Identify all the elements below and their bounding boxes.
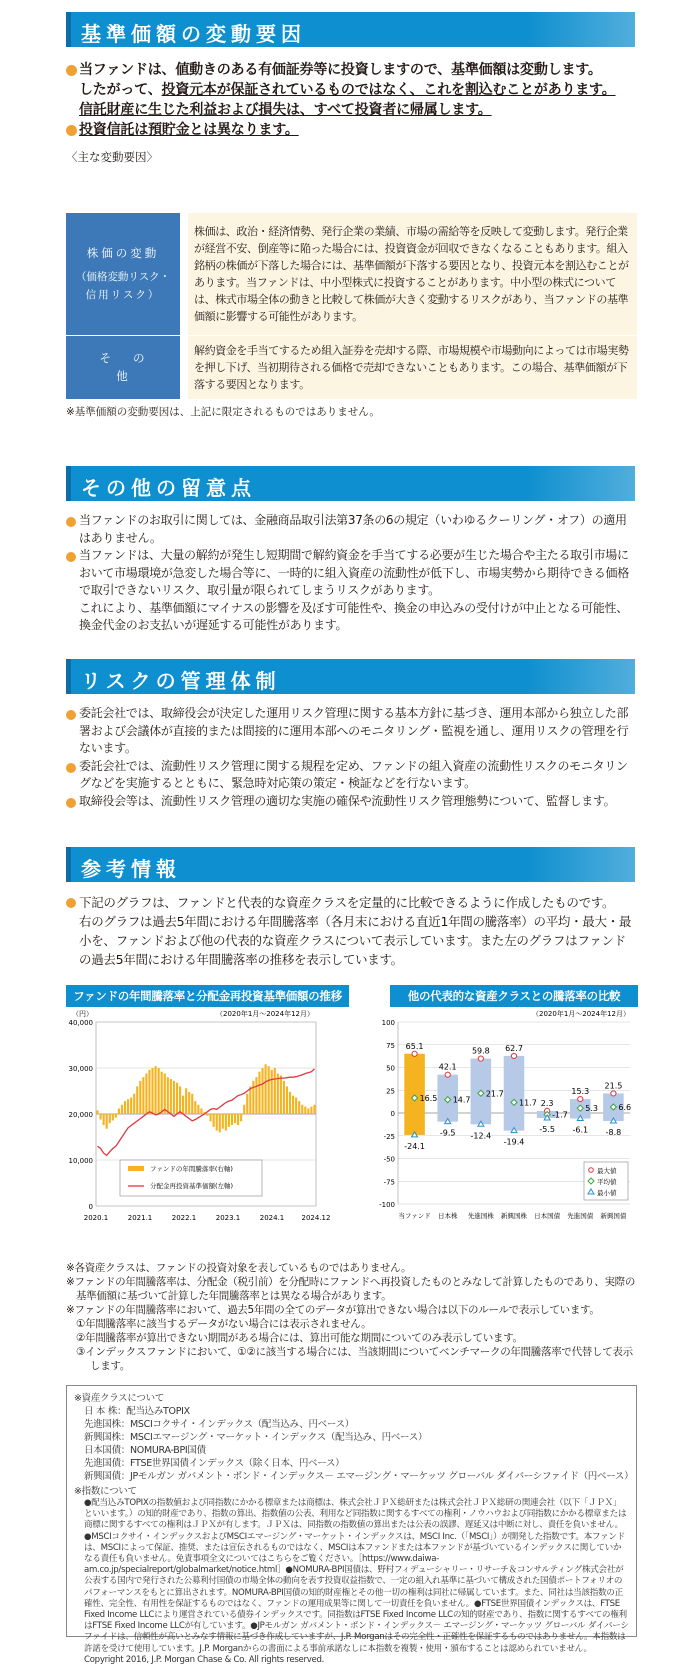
bar	[206, 1114, 208, 1116]
bullet-item: 委託会社では、流動性リスク管理に関する規程を定め、ファンドの組入資産の流動性リスクのモニタリングなどを実施するとともに、緊急時対応策の策定・検証などを行ないます。	[66, 758, 636, 793]
y-tick-label: 10,000	[68, 1157, 93, 1165]
bullet-item: 取締役会等は、流動性リスク管理の適切な実施の確保や流動性リスク管理態勢について、監督します。	[66, 793, 636, 811]
x-tick-label: 2024.1	[259, 1214, 285, 1222]
bar	[112, 1114, 114, 1120]
bar	[173, 1081, 175, 1114]
min-label: -12.4	[470, 1131, 492, 1141]
bar	[158, 1068, 160, 1114]
max-marker	[445, 1072, 450, 1077]
x-category-label: 新興国債	[600, 1212, 627, 1220]
bar	[304, 1107, 306, 1114]
risk-factors-table	[66, 213, 637, 400]
avg-label: -1.7	[552, 1110, 568, 1120]
bar	[106, 1114, 108, 1129]
y-tick-label: 20,000	[68, 1111, 93, 1119]
max-marker	[511, 1053, 516, 1058]
bar	[109, 1114, 111, 1123]
bar	[301, 1105, 303, 1114]
asset-class-line: 新興国株：MSCIエマージング・マーケット・インデックス（配当込み、円ベース）	[84, 1432, 428, 1443]
bar	[265, 1064, 267, 1114]
asset-class-line: 日 本 株：配当込みTOPIX	[84, 1406, 190, 1417]
bullet-item: 当ファンドは、値動きのある有価証券等に投資しますので、基準価額は変動します。 したがって、投資元本が保証されているものではなく、これを割込むことがあります。 信託財産に生じた利益および損失は、すべて投資者に帰属します。	[66, 60, 636, 120]
bullet-continuation: これにより、基準価額にマイナスの影響を及ぼす可能性や、換金の申込みの受付けが中止となる可能性、換金代金のお支払いが遅延する可能性があります。	[79, 600, 628, 632]
left-axis-unit: （円）	[72, 1010, 93, 1018]
footnote: ※ファンドの年間騰落率において、過去5年間の全てのデータが算出できない場合は以下のルールで表示しています。	[66, 1304, 600, 1316]
max-label: 2.3	[540, 1098, 554, 1108]
legend-label: 最大値	[597, 1167, 617, 1175]
asset-class-comparison-chart	[374, 1008, 640, 1260]
footnote: ※ファンドの年間騰落率は、分配金（税引前）を分配時にファンドへ再投資したものとみなして計算したものであり、実際の基準価額に基づいて計算した年間騰落率とは異なる場合があります。	[66, 1276, 636, 1302]
main-factors-heading: 〈主な変動要因〉	[66, 150, 158, 164]
y-tick-label: -50	[383, 1155, 395, 1164]
section-header-notes: その他の留意点	[66, 466, 635, 501]
max-label: 42.1	[438, 1062, 457, 1072]
right-chart-title: 他の代表的な資産クラスとの騰落率の比較	[390, 985, 638, 1007]
bullet-item: 下記のグラフは、ファンドと代表的な資産クラスを定量的に比較できるように作成したものです。 右のグラフは過去5年間における年間騰落率（各月末における直近1年間の騰落率）の平均・最大・最小を、ファンドおよび他の代表的な資産クラスについて表示しています。また左のグラフはファンドの過去5年間における年間騰落率の推移を表示しています。	[66, 893, 636, 969]
risk-label-other: その他	[66, 335, 184, 399]
asset-class-line: 新興国債：JPモルガン ガバメント・ボンド・インデックス－ エマージング・マーケッツ グローバル ダイバーシファイド（円ベース）	[84, 1471, 634, 1482]
risk-text-stock: 株価は、政治・経済情勢、発行企業の業績、市場の需給等を反映して変動します。発行企業が経営不安、倒産等に陥った場合には、投資資金が回収できなくなることもあります。組入銘柄の株価が下落した場合には、基準価額が下落する要因となり、投資元本を割込むことがあります。当ファンドは、中小型株式に投資することがあります。中小型の株式については、株式市場全体の動きと比較して株価が大きく変動するリスクがあり、当ファンドの基準価額に影響する可能性があります。	[184, 213, 637, 335]
bar	[213, 1114, 215, 1127]
x-tick-label: 2022.1	[171, 1214, 197, 1222]
bar	[188, 1092, 190, 1114]
bar	[200, 1108, 202, 1114]
legend-bar-swatch	[128, 1166, 144, 1171]
x-tick-label: 2021.1	[127, 1214, 153, 1222]
bullet-item: 当ファンドのお取引に関しては、金融商品取引法第37条の6の規定（いわゆるクーリング・オフ）の適用はありません。	[66, 512, 636, 547]
bar	[182, 1096, 184, 1114]
bar	[96, 1110, 98, 1114]
avg-label: 21.7	[485, 1089, 504, 1099]
bar	[170, 1079, 172, 1114]
x-category-label: 当ファンド	[398, 1212, 431, 1220]
x-category-label: 新興国株	[501, 1212, 527, 1220]
max-label: 62.7	[505, 1043, 523, 1053]
bar	[271, 1070, 273, 1114]
bar	[118, 1108, 120, 1114]
y-tick-label: 100	[381, 1019, 395, 1027]
fluctuation-bullets	[66, 60, 636, 140]
legend-label: ファンドの年間騰落率(右軸)	[150, 1165, 233, 1173]
bar	[167, 1077, 169, 1114]
bullet-item: 当ファンドは、大量の解約が発生し短期間で解約資金を手当てする必要が生じた場合や主たる取引市場において市場環境が急変した場合等に、一時的に組入資産の流動性が低下し、市場実勢から期待できる価格で取引できないリスク、取引量が限られてしまうリスクがあります。	[66, 547, 636, 600]
bar	[274, 1068, 276, 1114]
x-category-label: 日本株	[437, 1212, 458, 1220]
fund-return-chart	[66, 1008, 356, 1260]
asset-class-line: 日本国債：NOMURA-BPI国債	[84, 1445, 206, 1456]
bar	[121, 1105, 123, 1114]
avg-label: 14.7	[452, 1095, 471, 1105]
bar	[197, 1105, 199, 1114]
avg-label: 5.3	[585, 1104, 599, 1114]
y-tick-label: 0	[390, 1110, 395, 1118]
table-row	[66, 335, 637, 399]
bar	[210, 1114, 212, 1121]
y-tick-label: 30,000	[68, 1065, 93, 1073]
bar	[289, 1092, 291, 1114]
bar	[258, 1072, 260, 1114]
bar	[136, 1086, 138, 1114]
x-category-label: 先進国債	[567, 1212, 594, 1220]
range-bar	[504, 1056, 525, 1131]
bar	[313, 1105, 315, 1114]
bar	[216, 1114, 218, 1131]
bar	[191, 1094, 193, 1114]
x-tick-label: 2020.1	[83, 1214, 109, 1222]
x-tick-label: 2023.1	[215, 1214, 241, 1222]
section-header-fluctuation: 基準価額の変動要因	[66, 12, 635, 47]
risk-text-other: 解約資金を手当てするため組入証券を売却する際、市場規模や市場動向によっては市場実勢を押し下げ、当初期待される価格で売却できないこともあります。この場合、基準価額が下落する要因となります。	[184, 335, 637, 399]
asset-class-line: 先進国株：MSCIコクサイ・インデックス（配当込み、円ベース）	[84, 1419, 355, 1430]
bar	[185, 1088, 187, 1114]
min-label: -19.4	[503, 1137, 525, 1147]
bar	[151, 1068, 153, 1114]
x-category-label: 日本国債	[534, 1212, 561, 1220]
min-label: -8.8	[605, 1128, 622, 1138]
table-row	[66, 213, 637, 335]
asset-class-heading: ※資産クラスについて	[74, 1393, 164, 1404]
y-tick-label: -75	[383, 1178, 395, 1187]
y-tick-label: 40,000	[68, 1019, 93, 1027]
index-reference-box	[66, 1385, 637, 1665]
chart-footnotes	[66, 1261, 638, 1373]
notes-bullets	[66, 512, 636, 635]
bar	[155, 1066, 157, 1114]
bar	[231, 1114, 233, 1125]
section-header-reference: 参考情報	[66, 847, 635, 882]
min-label: -5.5	[539, 1125, 555, 1135]
bar	[161, 1072, 163, 1114]
risk-label-stock: 株価の変動 （価格変動リスク・ 信用リスク）	[66, 213, 184, 335]
max-label: 15.3	[571, 1087, 590, 1097]
max-marker	[578, 1096, 583, 1101]
avg-label: 11.7	[519, 1098, 537, 1108]
section-header-risk-management: リスクの管理体制	[66, 659, 635, 694]
y-tick-label: 75	[386, 1041, 395, 1050]
bar	[277, 1074, 279, 1114]
bar	[243, 1105, 245, 1114]
y-tick-label: 25	[386, 1087, 395, 1096]
bar	[222, 1114, 224, 1129]
min-label: -24.1	[404, 1141, 425, 1151]
chart-period-label: （2020年1月～2024年12月）	[532, 1010, 630, 1018]
y-tick-label: 50	[386, 1064, 395, 1073]
bar	[176, 1083, 178, 1114]
x-category-label: 先進国株	[467, 1212, 494, 1220]
footnote: ②年間騰落率が算出できない期間がある場合には、算出可能な期間についてのみ表示しています。	[76, 1332, 523, 1344]
min-label: -6.1	[572, 1125, 589, 1135]
bar	[310, 1107, 312, 1114]
max-label: 59.8	[471, 1046, 490, 1056]
bar	[145, 1074, 147, 1114]
bar	[280, 1075, 282, 1114]
bar	[142, 1077, 144, 1114]
y-tick-label: -100	[379, 1201, 395, 1209]
bullet-item: 委託会社では、取締役会が決定した運用リスク管理に関する基本方針に基づき、運用本部から独立した部署および会議体が直接的または間接的に運用本部へのモニタリング・監視を通し、運用リスクの管理を行ないます。	[66, 705, 636, 758]
max-marker	[478, 1056, 483, 1061]
bar	[130, 1097, 132, 1114]
bar	[268, 1066, 270, 1114]
bar	[103, 1114, 105, 1125]
bar	[179, 1086, 181, 1114]
x-tick-label: 2024.12	[301, 1214, 331, 1222]
min-label: -9.5	[439, 1128, 456, 1138]
avg-label: 16.5	[419, 1093, 438, 1103]
max-label: 65.1	[405, 1041, 424, 1051]
bar	[295, 1097, 297, 1114]
max-label: 21.5	[604, 1081, 623, 1091]
legend-label: 最小値	[597, 1189, 617, 1197]
chart-period-label: （2020年1月～2024年12月）	[216, 1010, 314, 1018]
bar	[307, 1108, 309, 1114]
max-marker	[412, 1051, 417, 1056]
bar	[139, 1081, 141, 1114]
bar	[298, 1101, 300, 1114]
bar	[286, 1086, 288, 1114]
bar	[240, 1114, 242, 1121]
risk-management-bullets	[66, 705, 636, 810]
bar	[292, 1096, 294, 1114]
bar	[228, 1114, 230, 1127]
y-tick-label: -25	[383, 1132, 395, 1141]
index-disclaimer: ●配当込みTOPIXの指数値および同指数にかかる標章または商標は、株式会社ＪＰＸ総研または株式会社ＪＰＸ総研の関連会社（以下「ＪＰＸ」といいます。）の知的財産であり、指数の算出、指数値の公表、利用など同指数に関するすべての権利・ノウハウおよび同指数にかかる標章または商標に関するすべての権利はＪＰＸが有します。ＪＰＸは、同指数の指数値の算出または公表の誤謬、遅延又は中断に対し、責任を負いません。●MSCIコクサイ・インデックスおよびMSCIエマージング・マーケット・インデックスは、MSCI Inc.（「MSCI」）が開発した指数です。本ファンドは、MSCIによって保証、推奨、または宣伝されるものではなく、MSCIは本ファンドまたは本ファンドが基づいているインデックスに関していかなる責任も負いません。免責事項全文についてはこちらをご覧ください。［https://www.daiwa-am.co.jp/specialreport/globalmarket/notice.html］●NOMURA-BPI国債は、野村フィデューシャリー・リサーチ＆コンサルティング株式会社が公表する国内で発行された公募利付国債の市場全体の動向を表す投資収益指数で、一定の組入れ基準に基づいて構成された国債ポートフォリオのパフォーマンスをもとに算出されます。NOMURA-BPI国債の知的財産権とその他一切の権利は同社に帰属しています。また、同社は当該指数の正確性、完全性、有用性を保証するものではなく、ファンドの運用成果等に関して一切責任を負いません。●FTSE世界国債インデックスは、FTSE Fixed Income LLCにより運営されている債券インデックスです。同指数はFTSE Fixed Income LLCの知的財産であり、指数に関するすべての権利はFTSE Fixed Income LLCが有しています。●JPモルガン ガバメント・ボンド・インデックス－ エマージング・マーケッツ グローバル ダイバーシファイドは、信頼性が高いとみなす情報に基づき作成していますが、J.P. Morganはその完全性・正確性を保証するものではありません。本指数は許諾を受けて使用しています。J.P. Morganからの書面による事前承諾なしに本指数を複製・使用・頒布することは認められていません。Copyright 2016, J.P. Morgan Chase & Co. All rights reserved.	[84, 1498, 629, 1665]
footnote: ※各資産クラスは、ファンドの投資対象を表しているものではありません。	[66, 1262, 412, 1274]
asset-class-line: 先進国債：FTSE世界国債インデックス（除く日本、円ベース）	[84, 1458, 345, 1469]
avg-label: 6.6	[618, 1102, 632, 1112]
bar	[261, 1068, 263, 1114]
footnote: ①年間騰落率に該当するデータがない場合には表示されません。	[76, 1318, 372, 1330]
bar	[100, 1114, 102, 1120]
fluctuation-note: ※基準価額の変動要因は、上記に限定されるものではありません。	[66, 406, 380, 418]
footnote: ③インデックスファンドにおいて、①②に該当する場合には、当該期間についてベンチマークの年間騰落率で代替して表示します。	[76, 1346, 633, 1372]
bar	[148, 1070, 150, 1114]
legend-max-marker	[589, 1168, 594, 1173]
left-chart-title: ファンドの年間騰落率と分配金再投資基準価額の推移	[66, 985, 349, 1007]
index-heading: ※指数について	[74, 1486, 137, 1497]
bar	[234, 1114, 236, 1123]
bar	[133, 1094, 135, 1114]
bar	[164, 1074, 166, 1114]
bar	[225, 1114, 227, 1131]
reference-intro	[66, 893, 636, 969]
bar	[237, 1114, 239, 1125]
bar	[249, 1086, 251, 1114]
bar	[194, 1101, 196, 1114]
bar	[124, 1101, 126, 1114]
bullet-item: 投資信託は預貯金とは異なります。	[66, 120, 636, 140]
bar	[246, 1094, 248, 1114]
bar	[283, 1081, 285, 1114]
bar	[127, 1099, 129, 1114]
bar	[219, 1114, 221, 1132]
bar	[252, 1081, 254, 1114]
bar	[115, 1114, 117, 1118]
legend-label: 分配金再投資基準価額(左軸)	[150, 1182, 234, 1190]
bar	[255, 1077, 257, 1114]
y-tick-label: 0	[88, 1203, 93, 1211]
max-marker	[611, 1091, 616, 1096]
legend-label: 平均値	[597, 1178, 617, 1186]
